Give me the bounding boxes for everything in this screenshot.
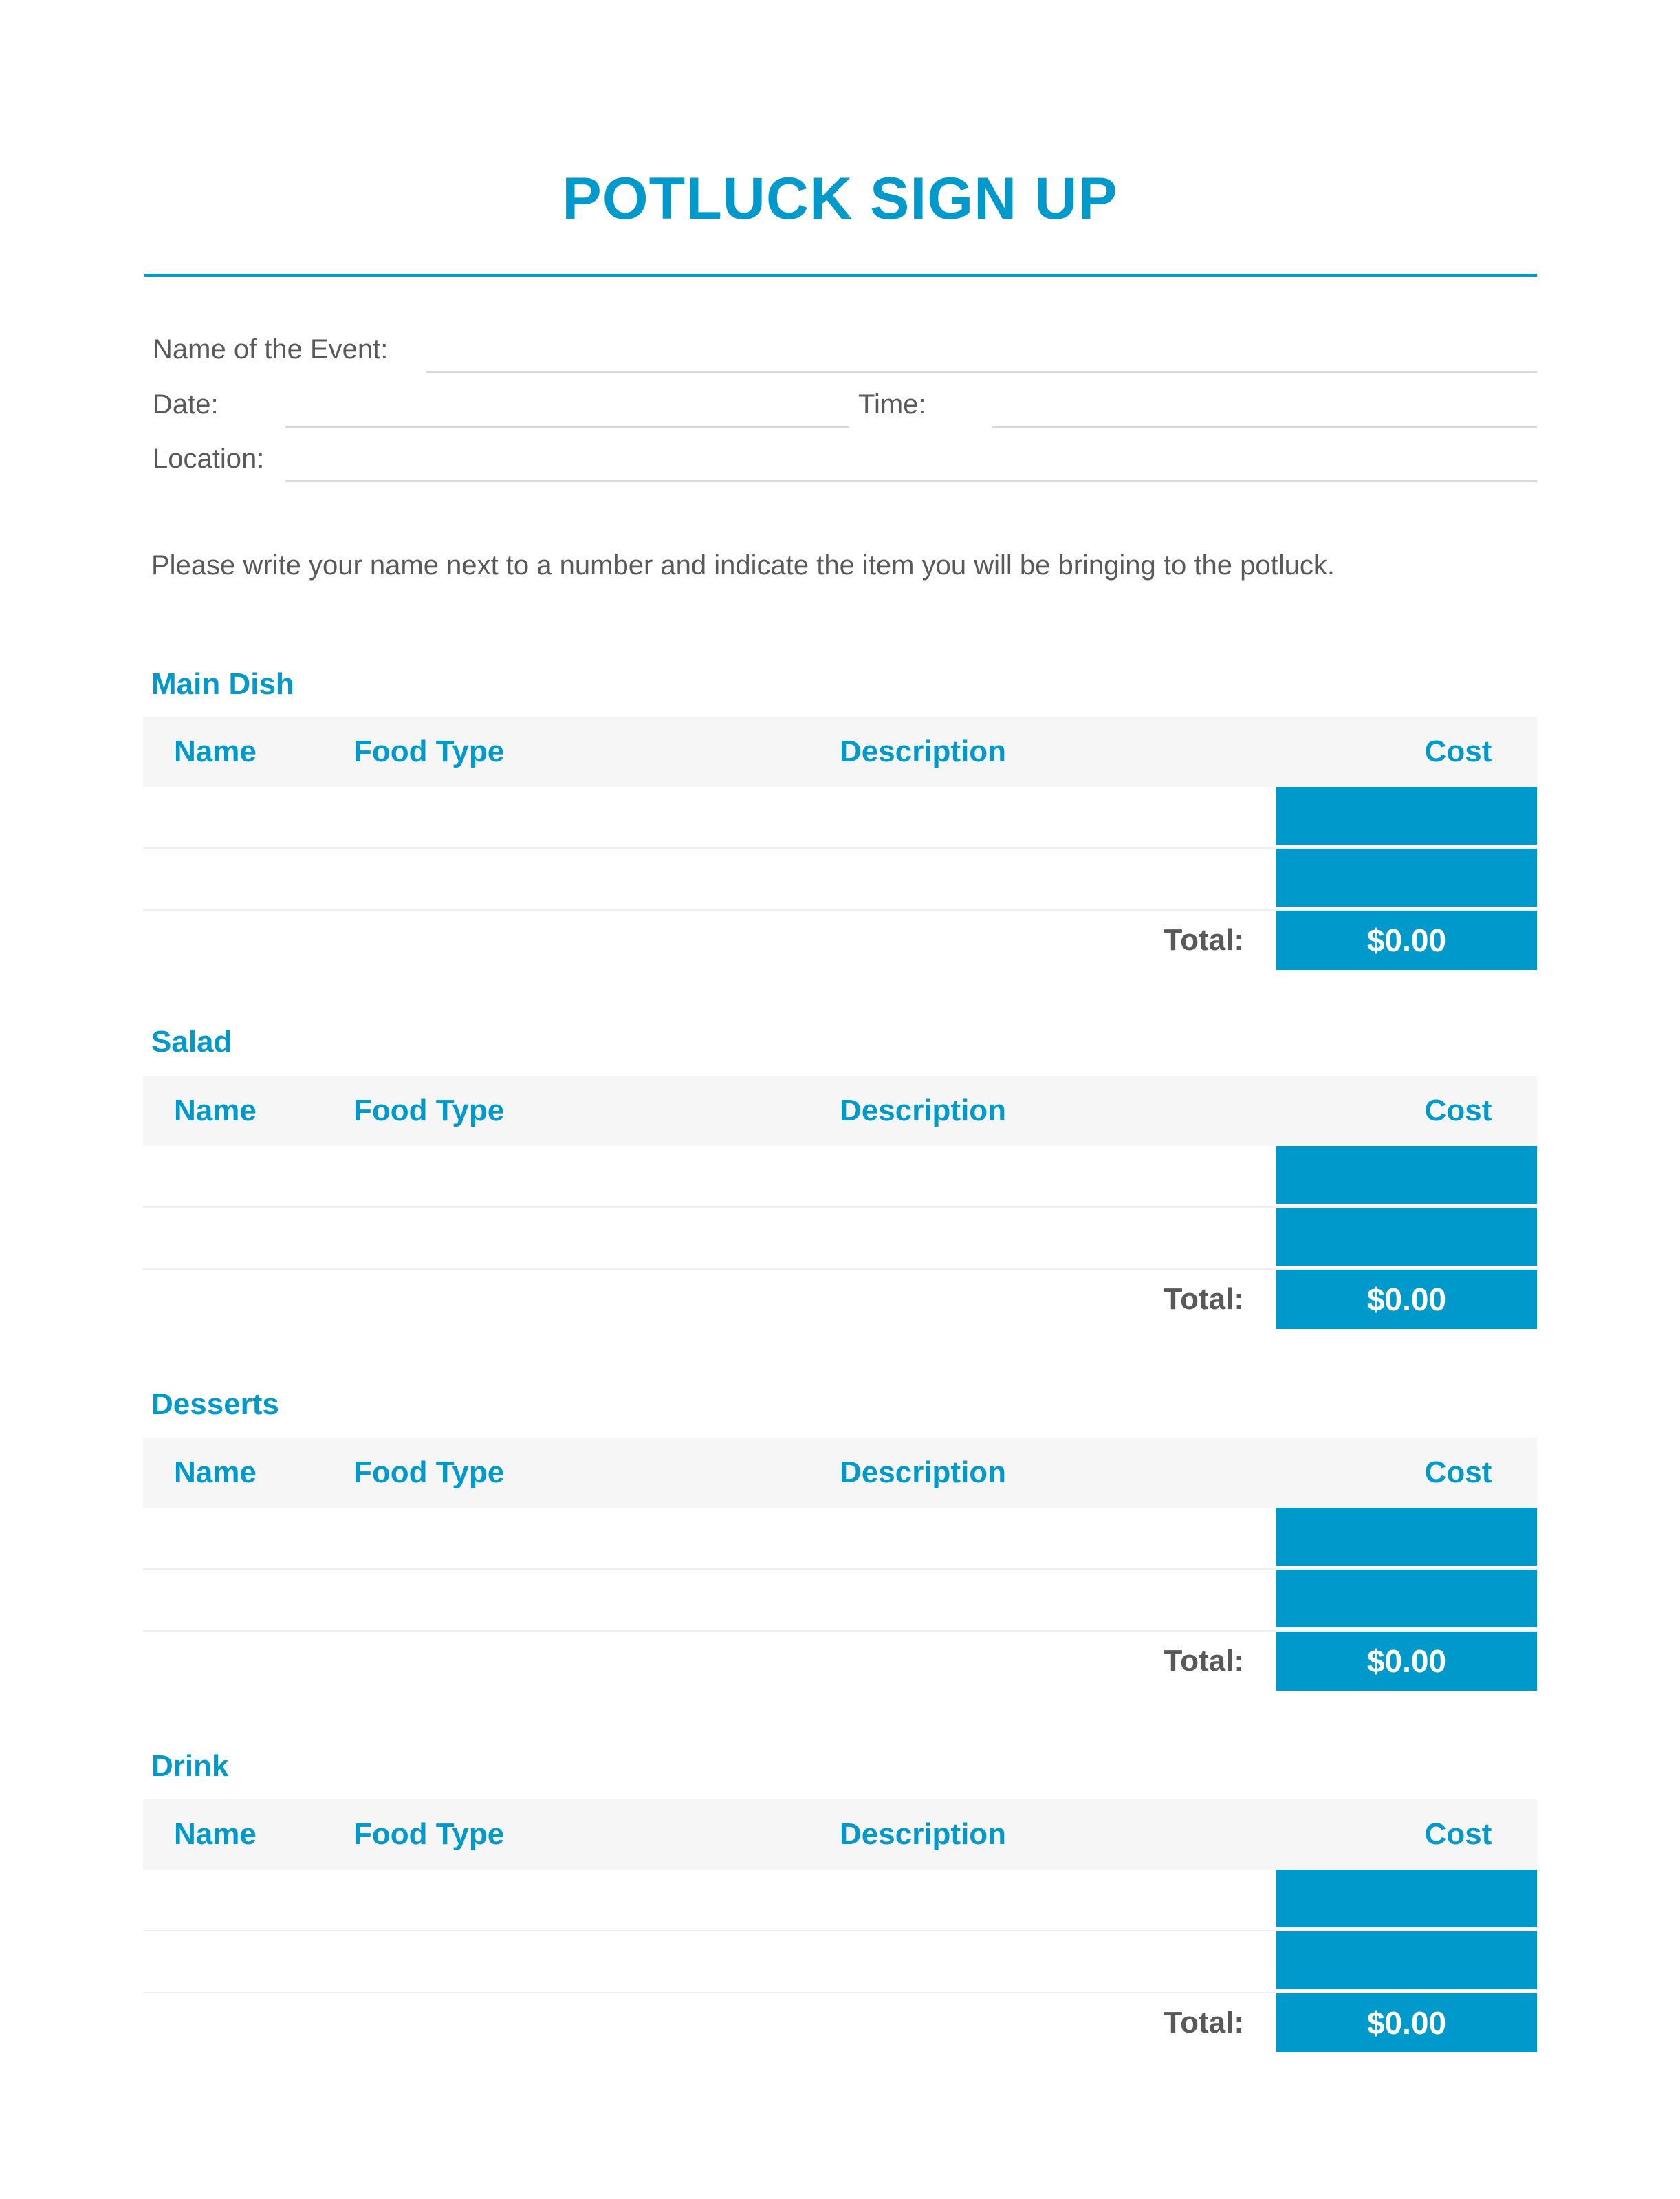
cost-cell[interactable]	[1276, 787, 1537, 845]
table-header	[143, 717, 1537, 787]
total-row	[143, 1993, 1537, 2052]
cost-cell[interactable]	[1276, 1208, 1537, 1266]
total-label: Total:	[1164, 1644, 1244, 1678]
table-header	[143, 1799, 1537, 1870]
table-row[interactable]	[143, 1570, 1537, 1632]
column-header-cost: Cost	[1424, 1094, 1492, 1127]
column-header-food-type: Food Type	[353, 735, 505, 768]
section-title-drink: Drink	[151, 1749, 229, 1783]
total-value: $0.00	[1276, 1270, 1537, 1329]
column-header-cost: Cost	[1424, 1455, 1492, 1489]
table-header	[143, 1076, 1537, 1146]
table-row[interactable]	[143, 1870, 1537, 1931]
cost-cell[interactable]	[1276, 1570, 1537, 1627]
table-row[interactable]	[143, 1931, 1537, 1993]
date-label: Date:	[153, 389, 219, 420]
section-title-main-dish: Main Dish	[151, 667, 294, 701]
cost-cell[interactable]	[1276, 849, 1537, 907]
time-label: Time:	[858, 389, 926, 420]
page-title: POTLUCK SIGN UP	[562, 166, 1118, 232]
cost-cell[interactable]	[1276, 1146, 1537, 1204]
total-label: Total:	[1164, 1282, 1244, 1316]
location-field[interactable]	[285, 480, 1537, 482]
table-row[interactable]	[143, 1146, 1537, 1208]
section-title-salad: Salad	[151, 1025, 232, 1059]
column-header-name: Name	[174, 1455, 257, 1489]
cost-cell[interactable]	[1276, 1931, 1537, 1989]
location-label: Location:	[153, 444, 265, 474]
table-row[interactable]	[143, 1508, 1537, 1570]
column-header-description: Description	[840, 1094, 1007, 1127]
column-header-food-type: Food Type	[353, 1455, 505, 1489]
column-header-food-type: Food Type	[353, 1817, 505, 1851]
instructions-text: Please write your name next to a number and indicate the item you will be bringing to the potluck.	[151, 550, 1335, 581]
desserts-table	[143, 1438, 1537, 1691]
event-name-label: Name of the Event:	[153, 334, 389, 365]
column-header-cost: Cost	[1424, 735, 1492, 768]
column-header-name: Name	[174, 1817, 257, 1851]
main-dish-table	[143, 717, 1537, 970]
event-name-field[interactable]	[426, 371, 1537, 373]
time-field[interactable]	[992, 426, 1537, 428]
table-header	[143, 1438, 1537, 1508]
total-row	[143, 1270, 1537, 1329]
table-row[interactable]	[143, 787, 1537, 849]
cost-cell[interactable]	[1276, 1508, 1537, 1566]
column-header-name: Name	[174, 1094, 257, 1127]
column-header-cost: Cost	[1424, 1817, 1492, 1851]
column-header-description: Description	[840, 735, 1007, 768]
date-field[interactable]	[285, 426, 849, 428]
table-row[interactable]	[143, 1208, 1537, 1270]
total-row	[143, 1632, 1537, 1691]
column-header-description: Description	[840, 1455, 1007, 1489]
total-label: Total:	[1164, 2006, 1244, 2039]
column-header-food-type: Food Type	[353, 1094, 505, 1127]
table-row[interactable]	[143, 849, 1537, 911]
section-title-desserts: Desserts	[151, 1387, 279, 1421]
salad-table	[143, 1076, 1537, 1329]
total-row	[143, 911, 1537, 970]
column-header-description: Description	[840, 1817, 1007, 1851]
drink-table	[143, 1799, 1537, 2052]
total-value: $0.00	[1276, 911, 1537, 970]
total-value: $0.00	[1276, 1632, 1537, 1691]
cost-cell[interactable]	[1276, 1870, 1537, 1927]
total-label: Total:	[1164, 923, 1244, 957]
column-header-name: Name	[174, 735, 257, 768]
title-divider	[144, 274, 1537, 277]
total-value: $0.00	[1276, 1993, 1537, 2052]
